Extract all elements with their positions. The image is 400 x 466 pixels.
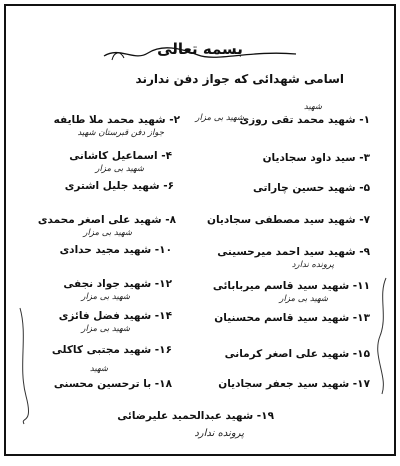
entry-3: ۳- سید داود سجادیان [262, 152, 370, 164]
entry-14: ۱۴- شهید فضل فائزی [58, 310, 172, 322]
entry-12: ۱۲- شهید جواد نجفی [63, 278, 172, 290]
note-below-19: پرونده ندارد [194, 428, 244, 439]
entry-4: ۴- اسماعیل کاشانی [69, 150, 172, 162]
entry-11: ۱۱- شهید سید قاسم میربابائی [212, 280, 370, 292]
note-below-4: شهید بی مزار [95, 164, 144, 174]
entry-18: ۱۸- با ترحسین محسنی [53, 378, 172, 390]
entry-13: ۱۳- شهید سید قاسم محسنیان [214, 312, 370, 324]
entry-19: ۱۹- شهید عبدالحمید علیرضائی [117, 410, 274, 422]
entry-6: ۶- شهید جلیل اشتری [64, 180, 174, 192]
note-below-14: شهید بی مزار [81, 324, 130, 334]
entry-15: ۱۵- شهید علی اصغر کرمانی [224, 348, 370, 360]
entry-8: ۸- شهید علی اصغر محمدی [37, 214, 176, 226]
entry-2: ۲- شهید محمد ملا طایفه [53, 114, 180, 126]
entry-10: ۱۰- شهید مجید حدادی [59, 244, 172, 256]
entry-1: ۱- شهید محمد تقی روزی [239, 114, 370, 126]
entry-5: ۵- شهید حسین چاراتی [252, 182, 370, 194]
note-above-18: شهید [89, 364, 108, 374]
note-below-2: جواز دفن قبرستان شهید [77, 128, 164, 138]
entry-9: ۹- شهید سید احمد میرحسینی [217, 246, 370, 258]
note-below-9: پرونده ندارد [291, 260, 334, 270]
margin-bracket-left [16, 306, 30, 426]
entry-16: ۱۶- شهید مجتبی کاکلی [51, 344, 172, 356]
note-below-8: شهید بی مزار [83, 228, 132, 238]
note-below-11: شهید بی مزار [279, 294, 328, 304]
entry-17: ۱۷- شهید سید جعفر سجادیان [218, 378, 370, 390]
document-subtitle: اسامی شهدائی که جواز دفن ندارند [135, 72, 344, 86]
entry-7: ۷- شهید سید مصطفی سجادیان [206, 214, 370, 226]
document-page [4, 4, 396, 456]
margin-bracket-right [376, 276, 390, 396]
note-inline-1: شهید بی مزار [195, 113, 244, 123]
note-below-12: شهید بی مزار [81, 292, 130, 302]
note-above-1: شهید [303, 102, 322, 112]
document-heading: بسمه تعالی [157, 40, 243, 58]
